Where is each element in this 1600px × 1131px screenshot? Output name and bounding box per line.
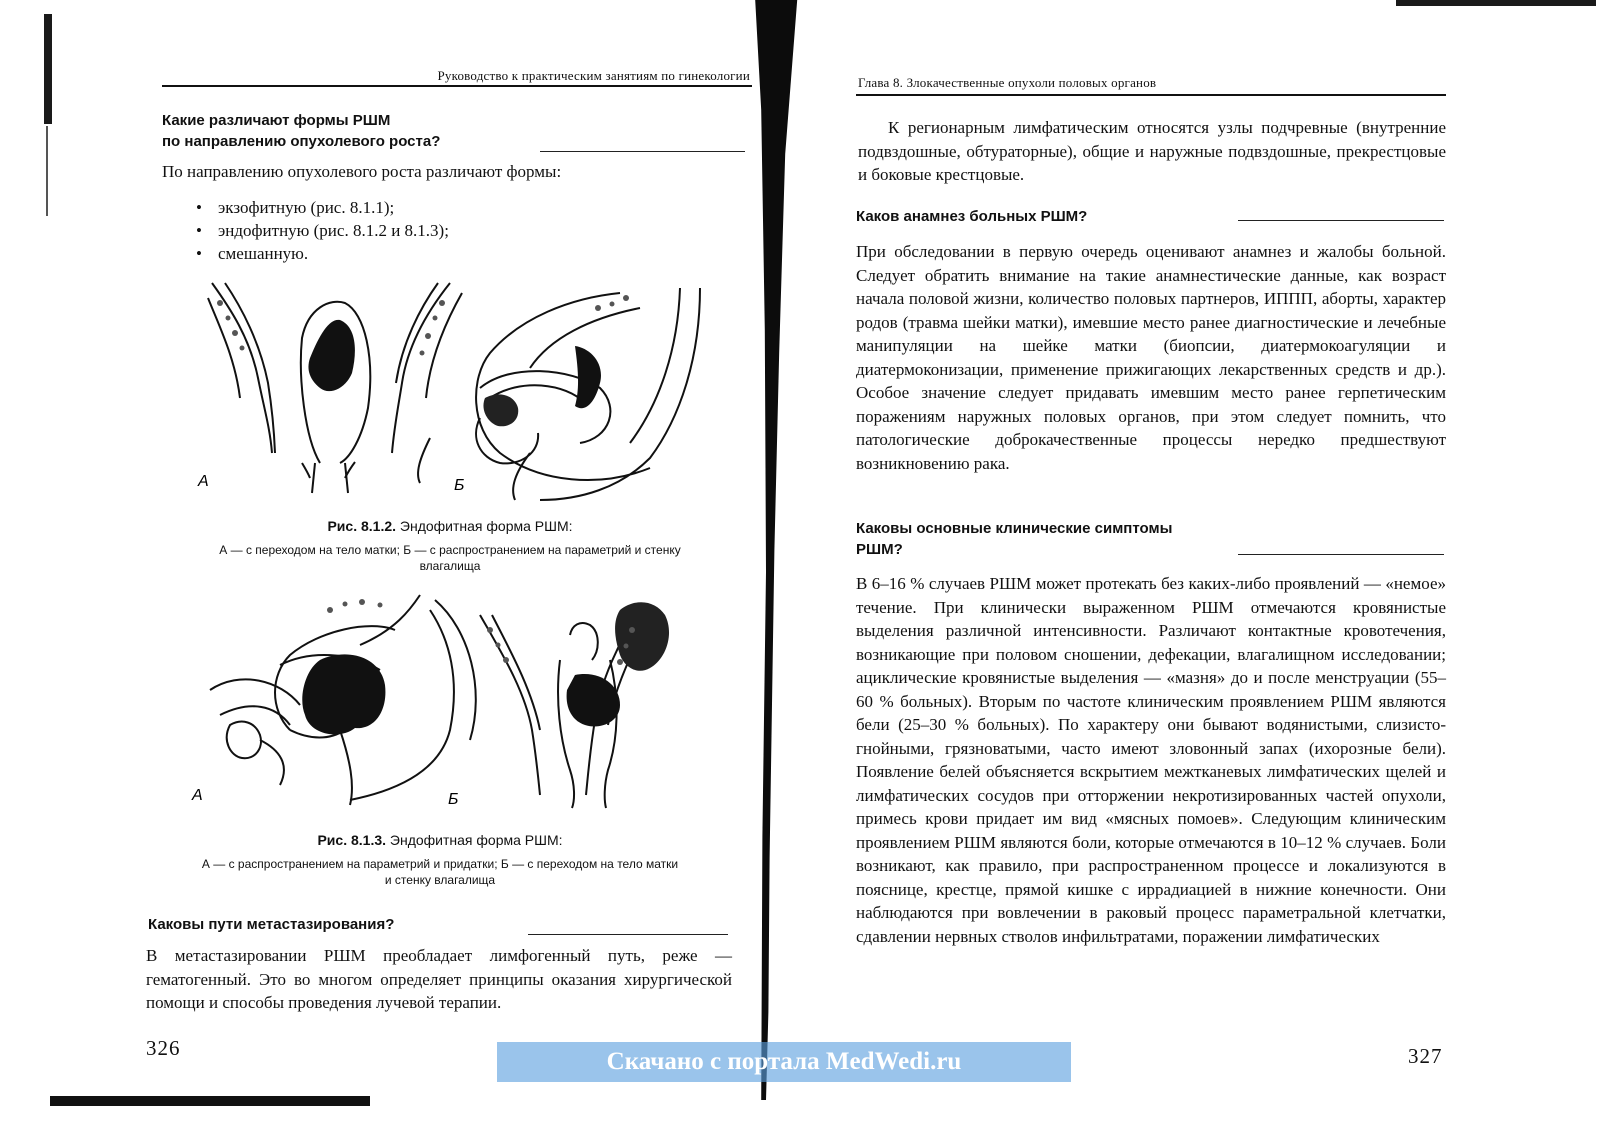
- page-number: 326: [146, 1036, 181, 1060]
- metastasis-paragraph: В метастазировании РШМ преобладает лимфогенный путь, реже — гематогенный. Это во многом определяет принципы оказания хирургической помощи и способы проведения лучевой терапии.: [146, 946, 732, 1012]
- header-rule: [162, 85, 752, 87]
- figure-caption-title: Рис. 8.1.3. Эндофитная форма РШМ:: [317, 832, 563, 848]
- header-rule: [856, 94, 1446, 96]
- symptoms-paragraph: В 6–16 % случаев РШМ может протекать без каких-либо проявлений — «немое» течение. При клинически выраженном РШМ отмечаются кровянистые выделения различной интенсивности. Различают контактные кровотечения, возникающие при половом сношении, дефекации, влагалищном исследовании; ациклические кровянистые выделения — «мазня» до и после менструации (55–60 % больных). Вторым по частоте клиническим проявлением РШМ являются бели (25–30 % больных). По характеру они бывают водянистыми, слизисто-гнойными, грязноватыми, часто имеют зловонный запах (ихорозные бели). Появление белей объясняется вскрытием межтканевых лимфатических щелей и лимфатических сосудов при отторжении некротизированных частей опухоли, примесь крови придает им вид «мясных помоев». Следующим клиническим проявлением РШМ являются боли, которые отмечаются в 10–12 % случаев. Боли возникают, как правило, при распространенном процессе и локализуются в пояснице, крестце, прямой кишке с иррадиацией в нижние конечности. Они наблюдаются при вовлечении в раковый процесс параметральной клетчатки, сдавлении нервных стволов инфильтратами, поражении лимфатических: [856, 574, 1446, 946]
- anamnesis-paragraph: При обследовании в первую очередь оценивают анамнез и жалобы больной. Следует обратить внимание на такие анамнестические данные, как возраст начала половой жизни, количество половых партнеров, ИППП, аборты, характер родов (травма шейки матки), имевшие место ранее диагностические и лечебные манипуляции на шейке матки (биопсии, диатермокоагуляции и диатермоконизации, применение прижигающих лекарственных средств и др.). Особое значение следует придавать имевшим место ранее герпетическим поражениям наружных половых органов, при этом следует помнить, что патологические доброкачественные процессы нередко предшествуют возникновению рака.: [856, 242, 1446, 473]
- heading-rule: [1238, 554, 1444, 555]
- list-item: • экзофитную (рис. 8.1.1);: [192, 196, 692, 219]
- figure-label-b: Б: [448, 791, 459, 808]
- figure-8-1-2-illustration: [180, 278, 740, 503]
- heading-rule: [1238, 220, 1444, 221]
- figure-label-a: А: [198, 473, 209, 490]
- forms-list: [192, 196, 692, 265]
- running-header: Руководство к практическим занятиям по гинекологии: [437, 68, 750, 83]
- running-header: Глава 8. Злокачественные опухоли половых органов: [858, 75, 1157, 90]
- download-watermark: Скачано с портала MedWedi.ru: [497, 1042, 1071, 1082]
- figure-8-1-3-illustration: [180, 590, 740, 810]
- question-heading-anamnesis: Каков анамнез больных РШМ?: [856, 208, 1088, 225]
- question-heading-symptoms: Каковы основные клинические симптомы РШМ?: [856, 520, 1173, 558]
- figure-label-b: Б: [454, 477, 465, 494]
- heading-rule: [540, 151, 745, 152]
- list-item: • эндофитную (рис. 8.1.2 и 8.1.3);: [192, 219, 692, 242]
- question-heading-metastasis: Каковы пути метастазирования?: [148, 916, 395, 933]
- forms-intro: По направлению опухолевого роста различают формы:: [162, 162, 562, 181]
- list-item: • смешанную.: [192, 242, 692, 265]
- figure-caption-description: А — с распространением на параметрий и придатки; Б — с переходом на тело матки и стенку влагалища: [201, 857, 679, 887]
- figure-caption-description: А — с переходом на тело матки; Б — с распространением на параметрий и стенку влагалища: [219, 543, 681, 573]
- figure-label-a: А: [192, 787, 203, 804]
- figure-caption-title: Рис. 8.1.2. Эндофитная форма РШМ:: [327, 518, 573, 534]
- lymph-nodes-paragraph: К регионарным лимфатическим относятся узлы подчревные (внутренние подвздошные, обтураторные), общие и наружные подвздошные, прекрестцовые и боковые крестцовые.: [858, 118, 1446, 184]
- question-heading-forms: Какие различают формы РШМ по направлению опухолевого роста?: [162, 112, 441, 150]
- left-page: [0, 0, 770, 1131]
- right-page: [790, 0, 1600, 1131]
- page-number: 327: [1408, 1044, 1443, 1068]
- heading-rule: [528, 934, 728, 935]
